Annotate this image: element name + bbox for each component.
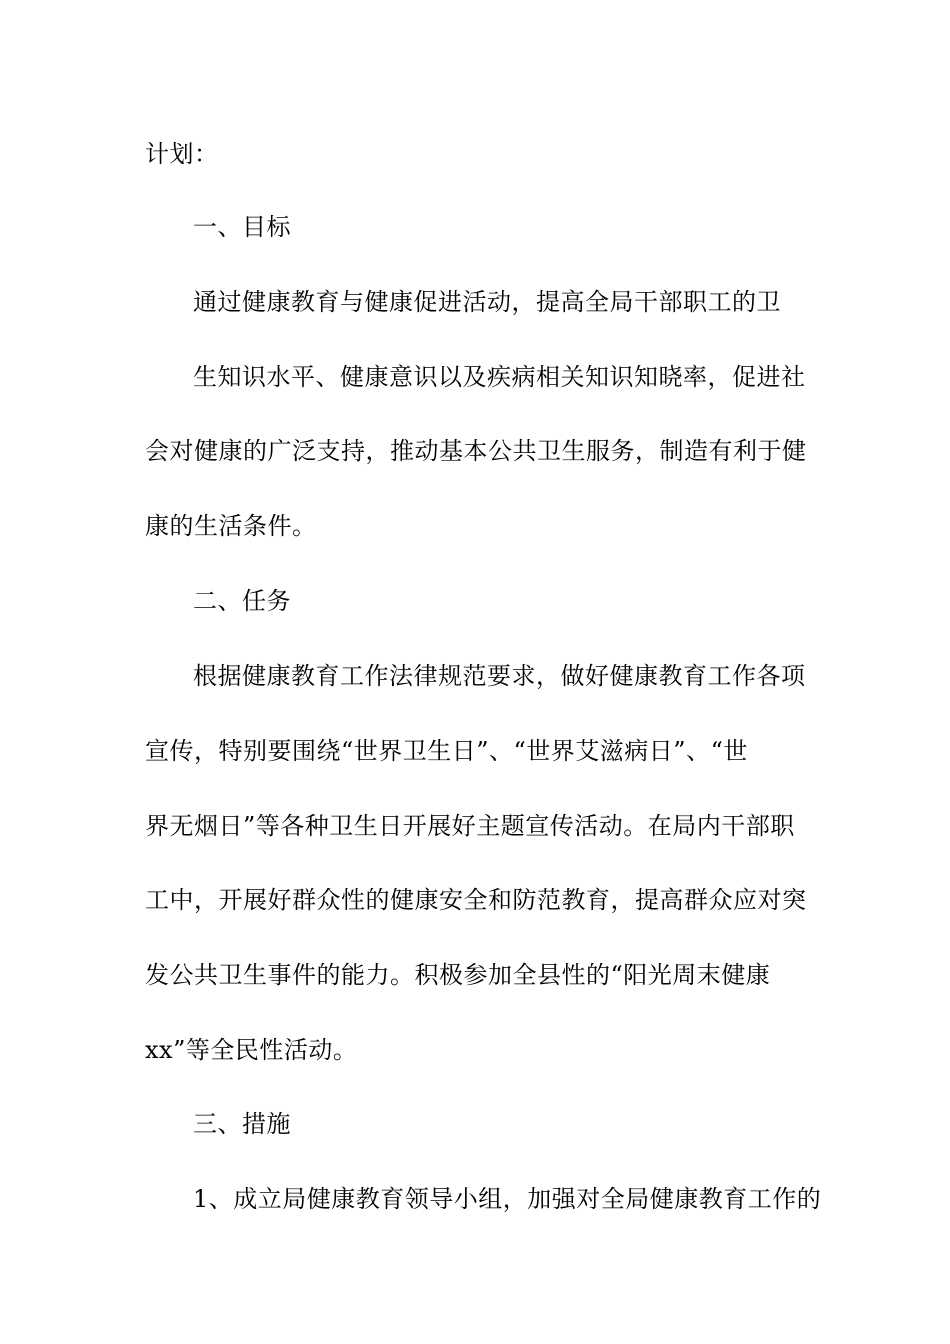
- text-line: 工中，开展好群众性的健康安全和防范教育，提高群众应对突: [145, 886, 807, 914]
- text-line: 生知识水平、健康意识以及疾病相关知识知晓率，促进社: [193, 363, 806, 391]
- text-line: 会对健康的广泛支持，推动基本公共卫生服务，制造有利于健: [145, 437, 807, 465]
- text-line: 通过健康教育与健康促进活动，提高全局干部职工的卫: [193, 288, 781, 316]
- text-line: 1、成立局健康教育领导小组，加强对全局健康教育工作的: [193, 1185, 822, 1213]
- text-line: 康的生活条件。: [145, 512, 317, 540]
- text-line: 发公共卫生事件的能力。积极参加全县性的“阳光周末健康: [145, 961, 771, 989]
- text-line: 界无烟日”等各种卫生日开展好主题宣传活动。在局内干部职: [145, 812, 795, 840]
- section-heading: 一、目标: [193, 213, 291, 241]
- text-line: 宣传，特别要围绕“世界卫生日”、“世界艾滋病日”、“世: [145, 737, 748, 765]
- section-heading: 三、措施: [193, 1110, 291, 1138]
- section-heading: 二、任务: [193, 587, 291, 615]
- text-line: 根据健康教育工作法律规范要求，做好健康教育工作各项: [193, 662, 806, 690]
- text-line: 计划：: [145, 140, 219, 168]
- text-line: xx”等全民性活动。: [145, 1036, 358, 1064]
